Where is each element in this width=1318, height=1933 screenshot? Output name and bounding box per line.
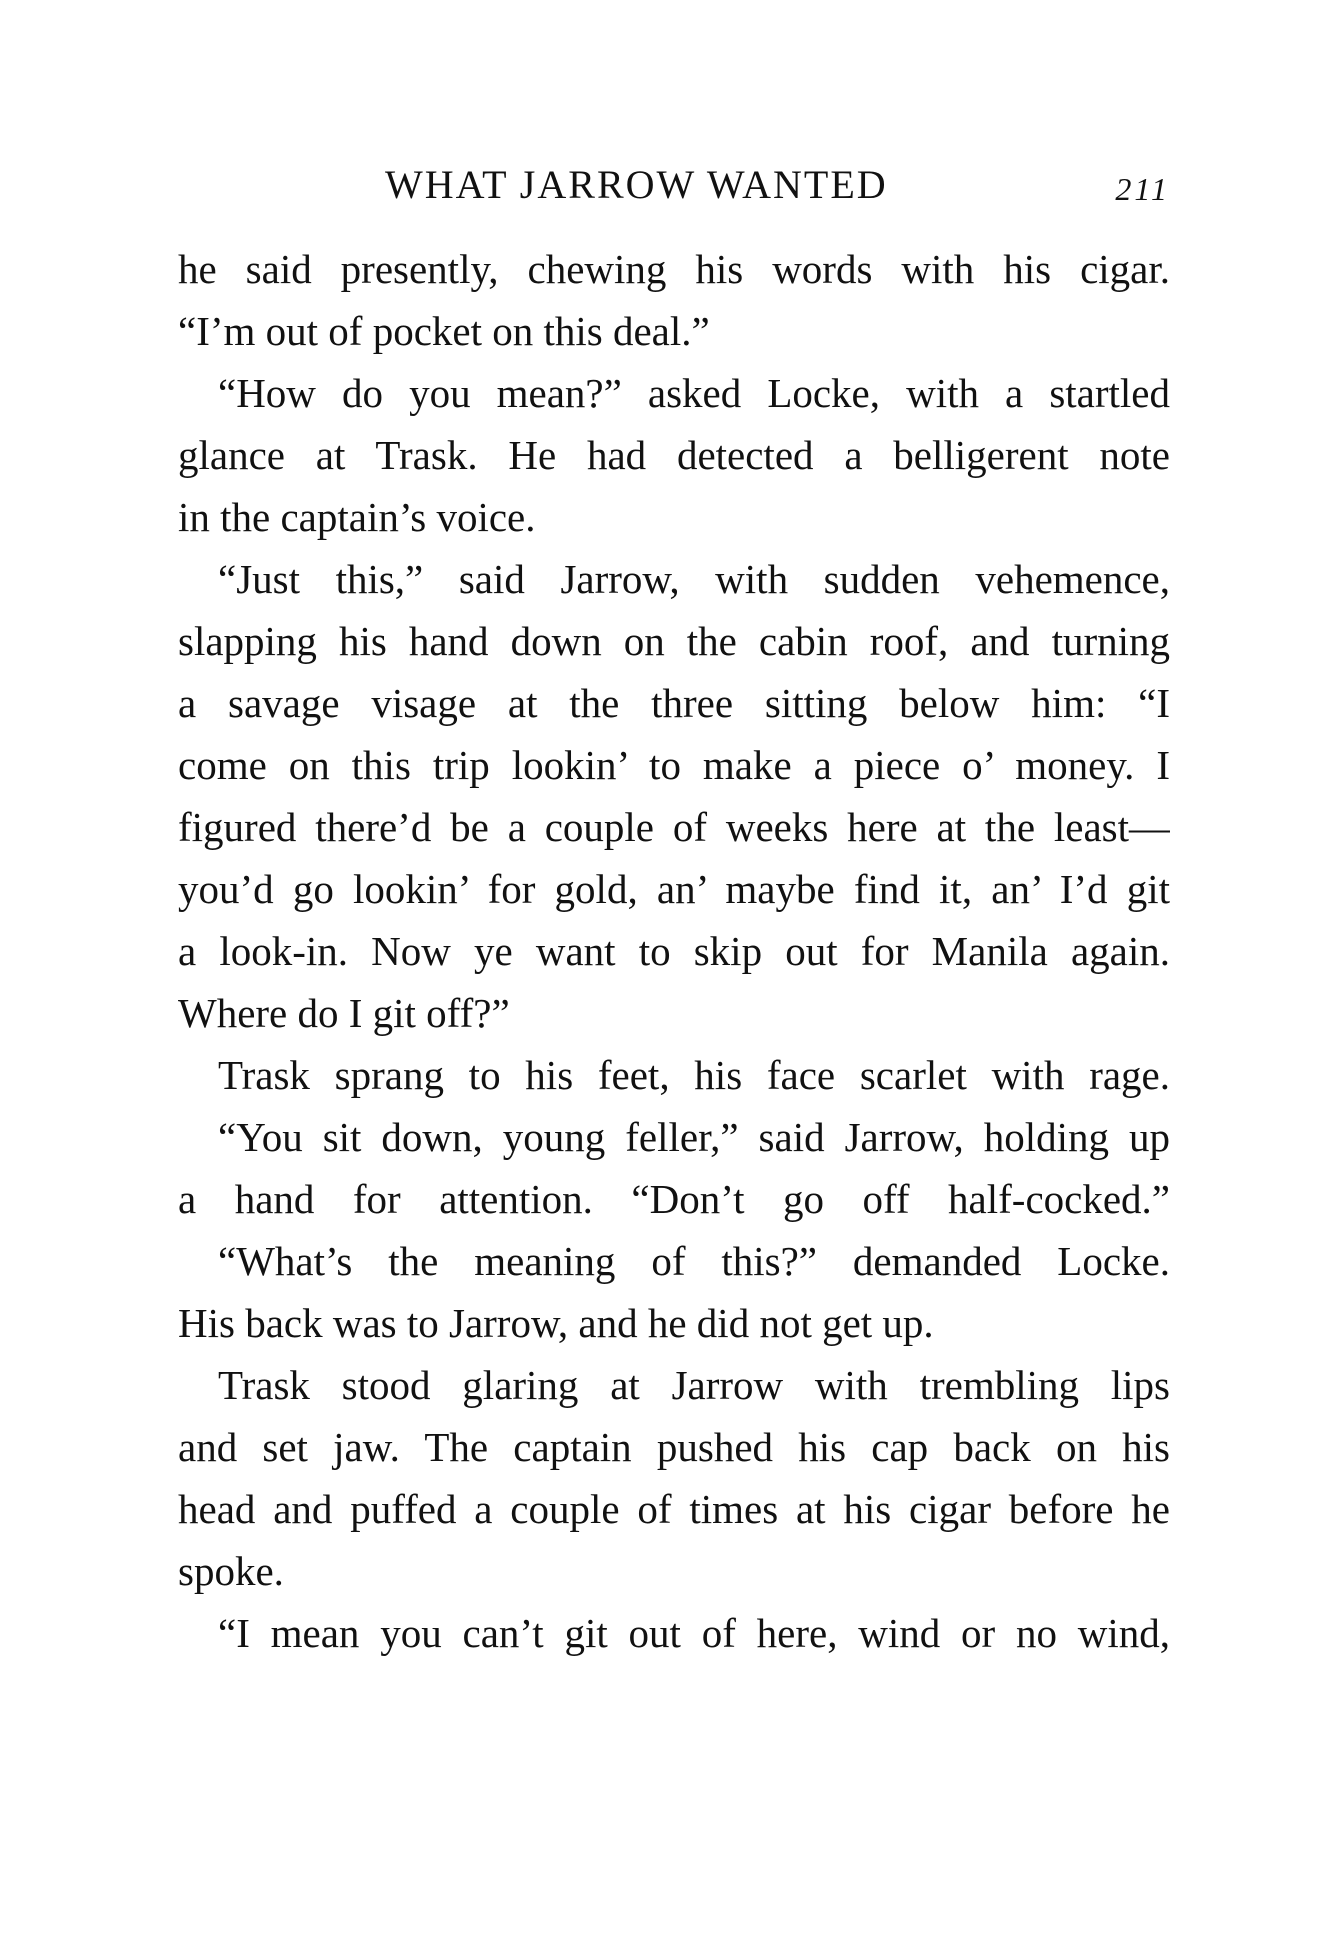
text-line: a hand for attention. “Don’t go off half-cocked.”: [178, 1176, 1170, 1222]
text-line: “How do you mean?” asked Locke, with a startled: [218, 370, 1170, 416]
text-line: slapping his hand down on the cabin roof, and turning: [178, 618, 1170, 664]
text-line: you’d go lookin’ for gold, an’ maybe find it, an’ I’d git: [178, 866, 1170, 912]
text-line: a look-in. Now ye want to skip out for Manila again.: [178, 928, 1170, 974]
page-number: 211: [1115, 171, 1170, 207]
text-line: in the captain’s voice.: [178, 494, 536, 540]
text-line: come on this trip lookin’ to make a piece o’ money. I: [178, 742, 1170, 788]
text-line: Trask stood glaring at Jarrow with trembling lips: [218, 1362, 1170, 1408]
body-text: [178, 238, 1170, 1664]
running-head: WHAT JARROW WANTED: [385, 162, 888, 207]
text-line: glance at Trask. He had detected a belligerent note: [178, 432, 1170, 478]
text-line: he said presently, chewing his words with his cigar.: [178, 246, 1170, 292]
text-line: and set jaw. The captain pushed his cap back on his: [178, 1424, 1170, 1470]
text-line: spoke.: [178, 1548, 284, 1594]
text-line: Trask sprang to his feet, his face scarlet with rage.: [218, 1052, 1170, 1098]
text-line: “Just this,” said Jarrow, with sudden vehemence,: [218, 556, 1170, 602]
text-line: a savage visage at the three sitting below him: “I: [178, 680, 1170, 726]
text-line: His back was to Jarrow, and he did not get up.: [178, 1300, 934, 1346]
text-line: Where do I git off?”: [178, 990, 510, 1036]
page-header: [178, 160, 1170, 210]
text-line: “I’m out of pocket on this deal.”: [178, 308, 710, 354]
text-line: “You sit down, young feller,” said Jarrow, holding up: [218, 1114, 1170, 1160]
text-line: figured there’d be a couple of weeks here at the least—: [178, 804, 1170, 850]
text-line: head and puffed a couple of times at his cigar before he: [178, 1486, 1170, 1532]
text-line: “I mean you can’t git out of here, wind or no wind,: [218, 1610, 1170, 1656]
text-line: “What’s the meaning of this?” demanded Locke.: [218, 1238, 1170, 1284]
